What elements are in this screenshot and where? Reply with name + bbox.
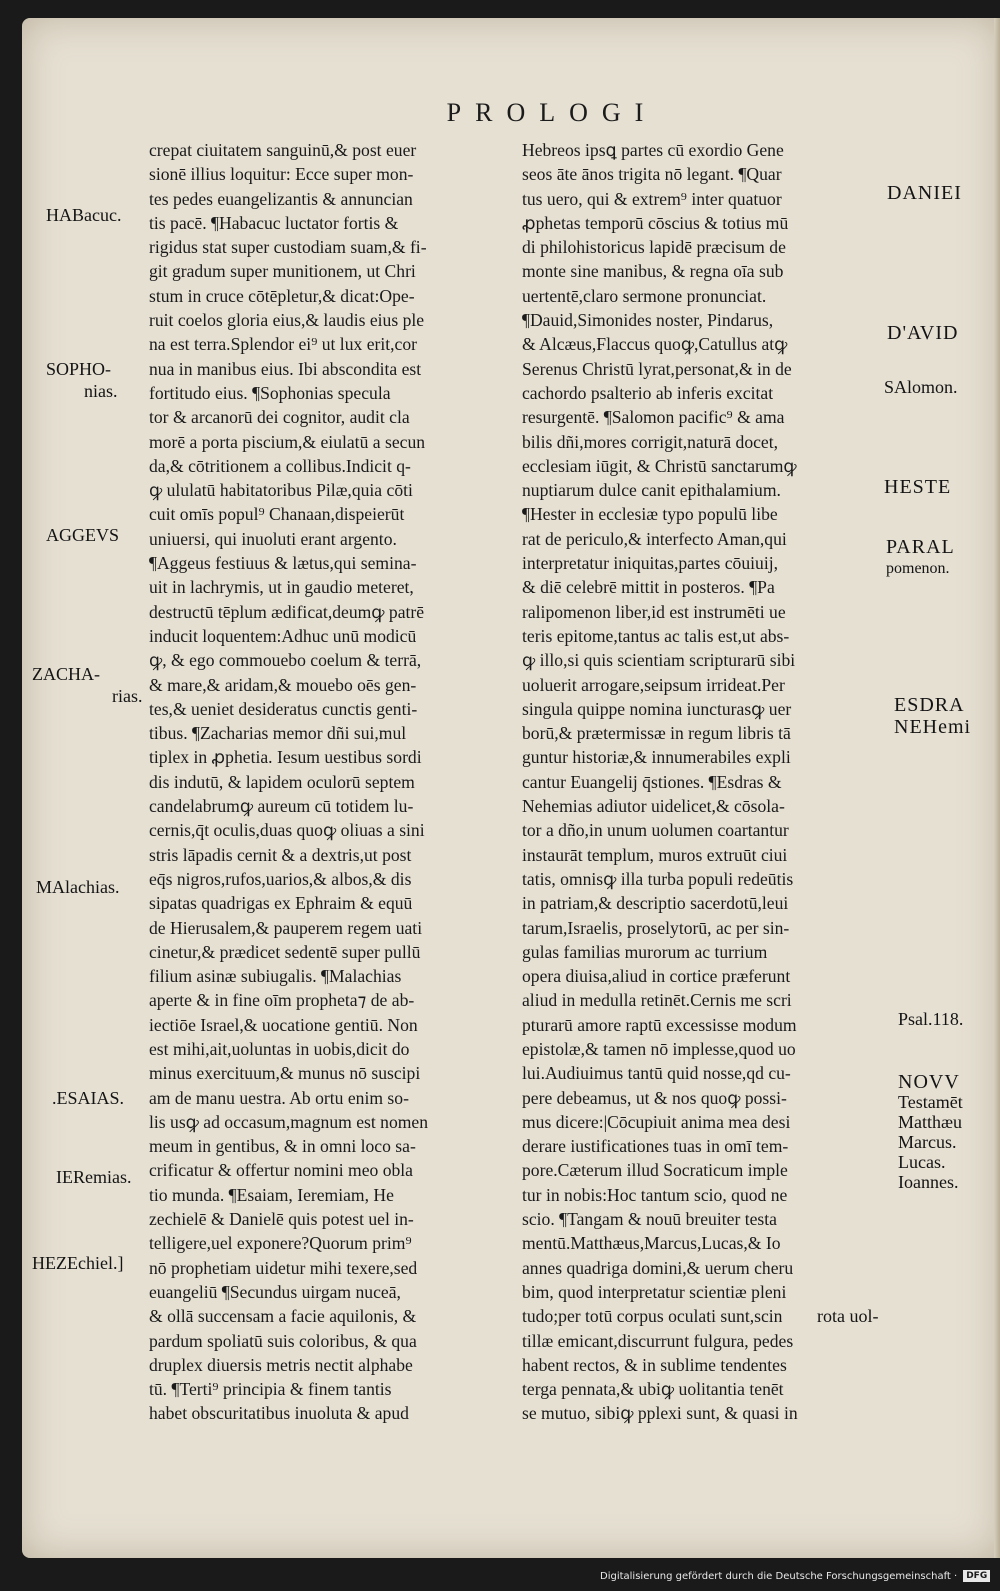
text-line: uoluerit arrogare,seipsum irrideat.Per: [522, 674, 785, 695]
text-line: inducit loquentem:Adhuc unū modicū: [149, 625, 417, 646]
text-line: interpretatur iniquitas,partes cōuiuij,: [522, 553, 779, 574]
margin-note-daniel: DANIEI: [887, 182, 962, 204]
text-line: filium asinæ subiugalis. ¶Malachias: [149, 966, 402, 987]
text-line: monte sine manibus, & regna oīa sub: [522, 261, 784, 282]
margin-note-paralipomenon: PARAL pomenon.: [886, 536, 955, 577]
text-line: ralipomenon liber,id est instrumēti ue: [522, 601, 786, 622]
margin-note-psalm: Psal.118.: [898, 1009, 964, 1029]
text-line: ecclesiam iūgit, & Christū sanctarumꝙ: [522, 455, 797, 476]
text-line: teris epitome,tantus ac talis est,ut abs-: [522, 625, 790, 646]
text-line: epistolæ,& tamen nō implesse,quod uo: [522, 1038, 796, 1059]
dfg-logo: DFG: [963, 1570, 990, 1582]
text-line: ¶Aggeus festiuus & lætus,qui semina-: [149, 553, 417, 574]
text-line: de Hierusalem,& pauperem regem uati: [149, 917, 423, 938]
text-line: gulas familias murorum ac turrium: [522, 941, 768, 962]
digitization-footer: [600, 1565, 990, 1587]
text-line: tes,& ueniet desideratus cunctis genti-: [149, 698, 418, 719]
text-line: iectiōe Israel,& uocatione gentiū. Non: [149, 1014, 418, 1035]
text-line: telligere,uel exponere?Quorum prim⁹: [149, 1233, 412, 1254]
text-line: nua in manibus eius. Ibi abscondita est: [149, 358, 422, 379]
text-line: tudo;per totū corpus oculati sunt,scin: [522, 1306, 783, 1327]
text-line: lui.Audiuimus tantū quid nosse,qd cu-: [522, 1063, 791, 1084]
right-text-column: [522, 138, 905, 1426]
margin-note-aggeus: AGGEVS: [46, 525, 120, 545]
text-line: ꝙ, & ego commouebo coelum & terrā,: [149, 650, 422, 671]
text-line: & ollā succensam a facie aquilonis, &: [149, 1306, 417, 1327]
margin-note-esdras: ESDRA NEHemi: [894, 694, 972, 738]
text-line: habent rectos, & in sublime tendentes: [522, 1354, 787, 1375]
text-line: tes pedes euangelizantis & annuncian: [149, 188, 413, 209]
text-line: resurgentē. ¶Salomon pacific⁹ & ama: [522, 407, 785, 428]
text-line: destructū tēplum ædificat,deumꝙ patrē: [149, 601, 425, 622]
margin-note-esaias: .ESAIAS.: [52, 1088, 125, 1108]
text-line: fortitudo eius. ¶Sophonias specula: [149, 382, 391, 403]
text-line: Serenus Christū lyrat,personat,& in de: [522, 358, 792, 379]
text-line: est mihi,ait,uoluntas in uobis,dicit do: [149, 1038, 410, 1059]
text-line: seos āte ānos trigita nō legant. ¶Quar: [522, 164, 782, 185]
text-line: tor & arcanorū dei cognitor, audit cla: [149, 407, 410, 428]
text-line: morē a porta piscium,& eiulatū a secun: [149, 431, 426, 452]
text-line: Hebreos ipsꝗ partes cū exordio Gene: [522, 140, 784, 160]
text-line: pore.Cæterum illud Socraticum imple: [522, 1160, 788, 1181]
text-line: euangeliū ¶Secundus uirgam nuceā,: [149, 1281, 401, 1302]
text-line: ruit coelos gloria eius,& laudis eius ple: [149, 310, 425, 331]
margin-note-sophonias: SOPHO- nias.: [46, 359, 118, 401]
text-line: bilis dñi,mores corrigit,naturā docet,: [522, 431, 779, 452]
text-line: crificatur & offertur nomini meo obla: [149, 1160, 413, 1181]
text-line: di philohistoricus lapidē præcisum de: [522, 237, 786, 258]
text-line: in patriam,& descriptio sacerdotū,leui: [522, 893, 789, 914]
text-line: bim, quod interpretatur scientiæ pleni: [522, 1281, 787, 1302]
text-line: na est terra.Splendor ei⁹ ut lux erit,cor: [149, 334, 417, 355]
text-line: mentū.Matthæus,Marcus,Lucas,& Io: [522, 1233, 781, 1254]
text-line: tis pacē. ¶Habacuc luctator fortis &: [149, 212, 399, 233]
text-line: & mare,& aridam,& mouebo oēs gen-: [149, 674, 417, 695]
text-line: lis usꝙ ad occasum,magnum est nomen: [149, 1111, 429, 1132]
text-line: pere debeamus, ut & nos quoꝙ possi-: [522, 1087, 787, 1108]
text-line: derare iustificationes tuas in omī tem-: [522, 1136, 789, 1157]
text-line: pardum spoliatū suis coloribus, & qua: [149, 1330, 417, 1351]
text-line: terga pennata,& ubiꝙ uolitantia tenēt: [522, 1379, 784, 1400]
text-line: rigidus stat super custodiam suam,& fi-: [149, 237, 427, 258]
margin-note-hezechiel: HEZEchiel.]: [32, 1253, 124, 1273]
text-line: uertentē,claro sermone pronunciat.: [522, 285, 767, 306]
text-line: Nehemias adiutor uidelicet,& cōsola-: [522, 796, 785, 817]
text-line: scio. ¶Tangam & nouū breuiter testa: [522, 1209, 777, 1230]
margin-note-habacuc: HABacuc.: [46, 205, 122, 225]
text-line: guntur historiæ,& innumerabiles expli: [522, 747, 791, 768]
text-line: zechielē & Danielē quis potest uel in-: [149, 1209, 414, 1230]
text-line: pturarū amore raptū excessisse modum: [522, 1014, 797, 1035]
text-line: da,& cōtritionem a collibus.Indicit q-: [149, 455, 411, 476]
page-edge: [994, 18, 1000, 1558]
text-line: cinetur,& prædicet sedentē super pullū: [149, 941, 421, 962]
text-line: & diē celebrē mittit in posteros. ¶Pa: [522, 577, 775, 598]
text-line: borū,& prætermissæ in regum libris tā: [522, 723, 791, 744]
text-line: eq̄s nigros,rufos,uarios,& albos,& dis: [149, 868, 412, 889]
margin-note-salomon: SAlomon.: [884, 377, 958, 397]
text-line: candelabrumꝙ aureum cū totidem lu-: [149, 796, 414, 817]
text-line: cernis,q̄t oculis,duas quoꝙ oliuas a sini: [149, 820, 425, 841]
text-line: uniuersi, qui inuoluti erant argento.: [149, 528, 397, 549]
margin-note-hester: HESTE: [884, 476, 952, 498]
text-line: sipatas quadrigas ex Ephraim & equū: [149, 893, 413, 914]
text-line: nō prophetiam uidetur mihi texere,sed: [149, 1257, 418, 1278]
margin-note-david: D'AVID: [887, 322, 959, 344]
text-line: ꝓphetas temporū cōscius & totius mū: [522, 212, 789, 233]
text-line: tatis, omnisꝙ illa turba populi redeūtis: [522, 868, 794, 889]
margin-note-ieremias: IERemias.: [56, 1167, 132, 1187]
text-line: tur in nobis:Hoc tantum scio, quod ne: [522, 1184, 788, 1205]
text-line: ꝙ ululatū habitatoribus Pilæ,quia cōti: [149, 480, 413, 501]
text-line: nuptiarum dulce canit epithalamium.: [522, 480, 781, 501]
text-line: tus uero, qui & extrem⁹ inter quatuor: [522, 188, 782, 209]
text-line: git gradum super munitionem, ut Chri: [149, 261, 416, 282]
text-line: cachordo psalterio ab inferis excitat: [522, 382, 774, 403]
text-line: tiplex in ꝓphetia. Iesum uestibus sordi: [149, 747, 422, 768]
text-line: opera diuisa,aliud in cortice præferunt: [522, 966, 791, 987]
text-line: tillæ emicant,discurrunt fulgura, pedes: [522, 1330, 794, 1351]
text-line: meum in gentibus, & in omni loco sa-: [149, 1136, 416, 1157]
margin-note-novum-testamentum: NOVV Testamēt Matthæu Marcus. Lucas. Ioannes.: [898, 1071, 963, 1192]
text-line: tor a dño,in unum uolumen coartantur: [522, 820, 789, 841]
text-line: cantur Euangelij q̄stiones. ¶Esdras &: [522, 771, 782, 792]
text-line: mus dicere:|Cōcupiuit anima mea desi: [522, 1111, 791, 1132]
margin-note-zacharias: ZACHA- rias.: [32, 664, 143, 706]
text-line: rat de periculo,& interfecto Aman,qui: [522, 528, 787, 549]
text-line: crepat ciuitatem sanguinū,& post euer: [149, 140, 417, 160]
text-line: instaurāt templum, muros extruūt ciui: [522, 844, 788, 865]
left-text-column: [149, 138, 521, 1426]
text-line: tibus. ¶Zacharias memor dñi sui,mul: [149, 723, 407, 744]
book-page: [22, 18, 1000, 1558]
text-line: stris lāpadis cernit & a dextris,ut post: [149, 844, 412, 865]
running-head: PROLOGI: [446, 98, 658, 127]
text-line: cuit omīs popul⁹ Chanaan,dispeierūt: [149, 504, 405, 525]
text-line: tio munda. ¶Esaiam, Ieremiam, He: [149, 1184, 394, 1205]
text-line: ꝙ illo,si quis scientiam scripturarū sibi: [522, 650, 796, 671]
text-line: aperte & in fine oīm propheta⁊ de ab-: [149, 990, 415, 1011]
text-line: ¶Hester in ecclesiæ typo populū libe: [522, 504, 778, 525]
text-line: se mutuo, sibiꝙ pplexi sunt, & quasi in: [522, 1403, 798, 1424]
text-line: singula quippe nomina iuncturasꝙ uer: [522, 698, 792, 719]
text-line: am de manu uestra. Ab ortu enim so-: [149, 1087, 409, 1108]
text-line: sionē illius loquitur: Ecce super mon-: [149, 164, 414, 185]
text-line: uit in lachrymis, ut in gaudio meteret,: [149, 577, 414, 598]
text-line: dis indutū, & lapidem oculorū septem: [149, 771, 415, 792]
text-line: habet obscuritatibus inuoluta & apud: [149, 1403, 409, 1424]
text-line: annes quadriga domini,& uerum cheru: [522, 1257, 794, 1278]
margin-note-malachias: MAlachias.: [36, 877, 120, 897]
text-line: stum in cruce cōtēpletur,& dicat:Ope-: [149, 285, 415, 306]
text-line: tarum,Israelis, proselytorū, ac per sin-: [522, 917, 790, 938]
text-line: druplex diuersis metris nectit alphabe: [149, 1354, 413, 1375]
text-line: minus exercituum,& munus nō suscipi: [149, 1063, 421, 1084]
text-line: ¶Dauid,Simonides noster, Pindarus,: [522, 310, 774, 331]
footer-text: Digitalisierung gefördert durch die Deutsche Forschungsgemeinschaft ·: [600, 1570, 958, 1582]
text-line: & Alcæus,Flaccus quoꝙ,Catullus atꝙ: [522, 334, 788, 355]
text-line: aliud in medulla retinēt.Cernis me scri: [522, 990, 792, 1011]
catchword: rota uol-: [817, 1306, 879, 1326]
text-line: tū. ¶Terti⁹ principia & finem tantis: [149, 1379, 392, 1400]
